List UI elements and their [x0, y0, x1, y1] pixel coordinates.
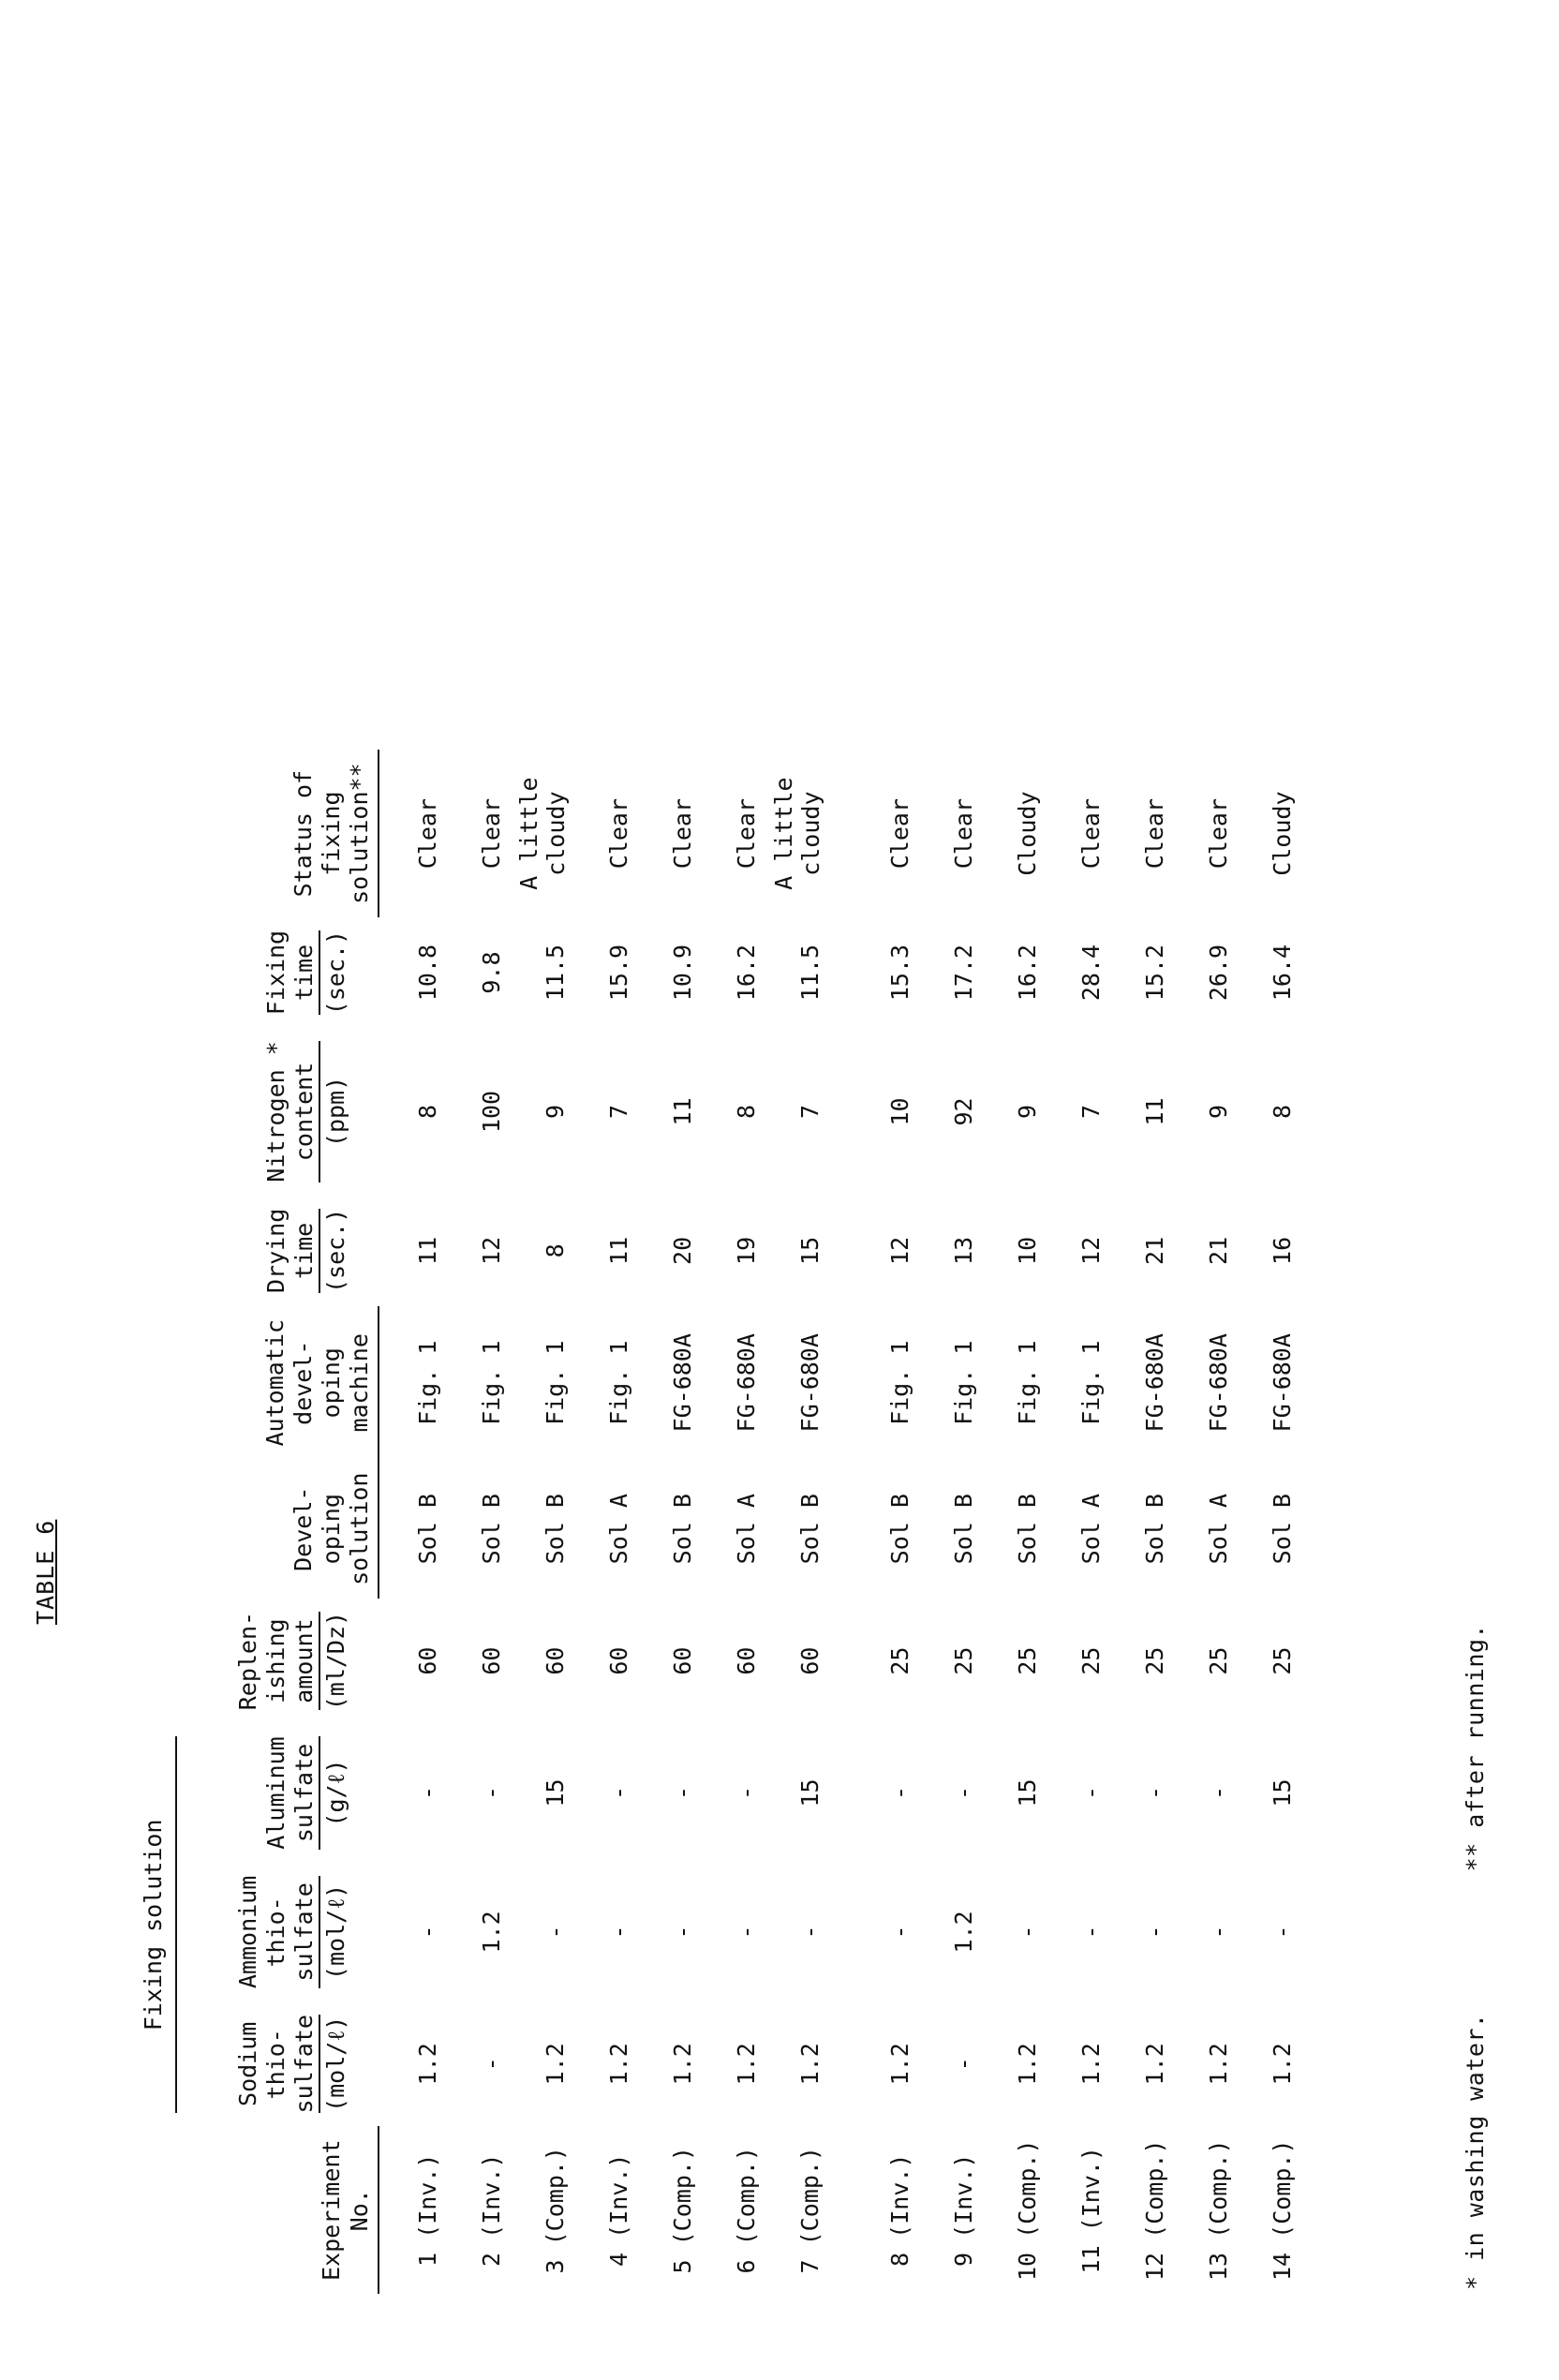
cell-developing: Sol B [1014, 1494, 1041, 1565]
cell-machine: Fig. 1 [886, 1340, 913, 1425]
cell-aluminum_sulf: - [1205, 1785, 1232, 1801]
table-caption-label: TABLE 6 [32, 1519, 59, 1625]
cell-nitrogen: 9 [1205, 1104, 1232, 1119]
cell-ammonium_thio: - [733, 1925, 760, 1940]
table-row [571, 750, 634, 2294]
cell-replenishing: 60 [478, 1646, 505, 1675]
col-header-exp-no [206, 2126, 379, 2294]
cell-nitrogen: 7 [605, 1104, 632, 1119]
cell-sodium_thio: 1.2 [605, 2043, 632, 2086]
cell-status: Clear [605, 798, 632, 870]
cell-replenishing: 25 [1014, 1646, 1041, 1675]
cell-exp_no: 14 (Comp.) [1269, 2139, 1296, 2281]
cell-replenishing: 60 [542, 1646, 569, 1675]
col-header-nitrogen-content-title: Nitrogen * content [261, 1041, 318, 1183]
cell-ammonium_thio: - [605, 1925, 632, 1940]
cell-aluminum_sulf: 15 [1014, 1778, 1041, 1807]
col-header-exp-no-title: Experiment No. [317, 2139, 373, 2281]
data-table [111, 750, 1298, 2294]
group-spacer-developing [111, 1460, 206, 1599]
cell-nitrogen: 8 [733, 1104, 760, 1119]
cell-fixing_time: 28.4 [1077, 944, 1105, 1002]
cell-status: Clear [886, 798, 913, 870]
table-row [762, 750, 825, 2294]
cell-replenishing: 25 [950, 1646, 977, 1675]
table-row [698, 750, 762, 2294]
table-row [1043, 750, 1106, 2294]
cell-status: Cloudy [1269, 791, 1296, 876]
col-header-ammonium-thiosulfate-unit: (mol/ℓ) [319, 1876, 350, 1988]
col-header-aluminum-sulfate-title: Aluminum sulfate [261, 1736, 318, 1850]
cell-developing: Sol B [414, 1494, 441, 1565]
cell-sodium_thio: 1.2 [1141, 2043, 1168, 2086]
cell-fixing_time: 15.9 [605, 944, 632, 1002]
group-spacer-fixing-time [111, 917, 206, 1028]
cell-replenishing: 25 [1077, 1646, 1105, 1675]
group-header-fixing-solution-label: Fixing solution [139, 1819, 167, 2031]
cell-nitrogen: 11 [669, 1097, 696, 1126]
cell-status: Clear [1077, 798, 1105, 870]
cell-ammonium_thio: - [796, 1925, 824, 1940]
cell-sodium_thio: 1.2 [886, 2043, 913, 2086]
table-row [379, 750, 443, 2294]
cell-drying_time: 12 [478, 1236, 505, 1265]
cell-sodium_thio: - [950, 2057, 977, 2072]
cell-nitrogen: 8 [414, 1104, 441, 1119]
col-header-replenishing-amount-title: Replen- ishing amount [233, 1611, 318, 1711]
group-spacer-exp [111, 2126, 206, 2294]
cell-developing: Sol A [605, 1494, 632, 1565]
cell-status: Clear [414, 798, 441, 870]
cell-drying_time: 19 [733, 1236, 760, 1265]
table-row [1170, 750, 1234, 2294]
cell-drying_time: 8 [542, 1243, 569, 1258]
table-row [825, 750, 915, 2294]
cell-nitrogen: 9 [542, 1104, 569, 1119]
cell-replenishing: 25 [1205, 1646, 1232, 1675]
cell-exp_no: 12 (Comp.) [1141, 2139, 1168, 2281]
cell-status: Clear [478, 798, 505, 870]
col-header-sodium-thiosulfate-unit: (mol/ℓ) [319, 2015, 350, 2113]
cell-machine: FG-680A [1205, 1333, 1232, 1433]
cell-exp_no: 10 (Comp.) [1014, 2139, 1041, 2281]
col-header-status-of-fixing-solution-title: Status of fixing solution** [289, 763, 373, 904]
cell-sodium_thio: 1.2 [1269, 2043, 1296, 2086]
col-header-ammonium-thiosulfate [206, 1863, 379, 2001]
col-header-fixing-time-unit: (sec.) [319, 930, 350, 1015]
cell-exp_no: 3 (Comp.) [542, 2147, 569, 2274]
cell-exp_no: 11 (Inv.) [1077, 2147, 1105, 2274]
cell-aluminum_sulf: - [669, 1785, 696, 1801]
footnote-single-asterisk: * in washing water. [1462, 2013, 1489, 2290]
cell-drying_time: 12 [886, 1236, 913, 1265]
col-header-aluminum-sulfate-unit: (g/ℓ) [319, 1736, 350, 1849]
cell-aluminum_sulf: - [886, 1785, 913, 1801]
cell-aluminum_sulf: - [733, 1785, 760, 1801]
col-header-nitrogen-content [206, 1028, 379, 1196]
cell-machine: Fig. 1 [478, 1340, 505, 1425]
cell-fixing_time: 15.3 [886, 944, 913, 1002]
col-header-nitrogen-content-unit: (ppm) [319, 1041, 350, 1183]
cell-aluminum_sulf: - [1077, 1785, 1105, 1801]
col-header-status-of-fixing-solution [206, 750, 379, 917]
cell-aluminum_sulf: - [414, 1785, 441, 1801]
cell-fixing_time: 17.2 [950, 944, 977, 1002]
cell-aluminum_sulf: - [1141, 1785, 1168, 1801]
cell-developing: Sol B [478, 1494, 505, 1565]
cell-nitrogen: 7 [1077, 1104, 1105, 1119]
cell-ammonium_thio: - [1141, 1925, 1168, 1940]
cell-fixing_time: 15.2 [1141, 944, 1168, 1002]
cell-sodium_thio: 1.2 [414, 2043, 441, 2086]
cell-replenishing: 25 [1141, 1646, 1168, 1675]
cell-developing: Sol B [886, 1494, 913, 1565]
cell-nitrogen: 9 [1014, 1104, 1041, 1119]
table-row [979, 750, 1043, 2294]
cell-replenishing: 60 [669, 1646, 696, 1675]
table-row [443, 750, 507, 2294]
cell-replenishing: 60 [414, 1646, 441, 1675]
cell-nitrogen: 100 [478, 1090, 505, 1134]
table-body [379, 750, 1298, 2294]
cell-aluminum_sulf: - [478, 1785, 505, 1801]
cell-ammonium_thio: - [1014, 1925, 1041, 1940]
cell-nitrogen: 7 [796, 1104, 824, 1119]
table-head [111, 750, 379, 2294]
table-row [915, 750, 979, 2294]
cell-machine: FG-680A [796, 1333, 824, 1433]
cell-fixing_time: 16.2 [1014, 944, 1041, 1002]
cell-developing: Sol B [1269, 1494, 1296, 1565]
group-spacer-machine [111, 1306, 206, 1459]
table-header-row [206, 750, 379, 2294]
table-caption [32, 1520, 59, 1625]
cell-developing: Sol B [1141, 1494, 1168, 1565]
cell-ammonium_thio: - [669, 1925, 696, 1940]
cell-replenishing: 25 [886, 1646, 913, 1675]
cell-status: Cloudy [1014, 791, 1041, 876]
col-header-replenishing-amount [206, 1599, 379, 1723]
cell-fixing_time: 9.8 [478, 951, 505, 994]
cell-aluminum_sulf: 15 [542, 1778, 569, 1807]
cell-status: Clear [950, 798, 977, 870]
cell-drying_time: 13 [950, 1236, 977, 1265]
cell-machine: Fig. 1 [950, 1340, 977, 1425]
col-header-drying-time-title: Drying time [261, 1208, 318, 1294]
footnotes [1462, 1624, 1489, 2290]
cell-sodium_thio: 1.2 [1205, 2043, 1232, 2086]
cell-status: Clear [1141, 798, 1168, 870]
cell-fixing_time: 16.4 [1269, 944, 1296, 1002]
cell-exp_no: 6 (Comp.) [733, 2147, 760, 2274]
cell-machine: Fig. 1 [605, 1340, 632, 1425]
cell-exp_no: 5 (Comp.) [669, 2147, 696, 2274]
col-header-automatic-developing-machine-title: Automatic devel- oping machine [260, 1319, 373, 1447]
col-header-developing-solution-title: Devel- oping solution [289, 1472, 373, 1585]
cell-fixing_time: 26.9 [1205, 944, 1232, 1002]
table-row [507, 750, 571, 2294]
cell-developing: Sol A [733, 1494, 760, 1565]
cell-developing: Sol B [669, 1494, 696, 1565]
table-row [1234, 750, 1298, 2294]
cell-status: Clear [1205, 798, 1232, 870]
cell-ammonium_thio: 1.2 [478, 1911, 505, 1954]
col-header-sodium-thiosulfate [206, 2001, 379, 2126]
cell-machine: FG-680A [1141, 1333, 1168, 1433]
cell-nitrogen: 11 [1141, 1097, 1168, 1126]
cell-ammonium_thio: - [1077, 1925, 1105, 1940]
group-spacer-nitrogen [111, 1028, 206, 1196]
group-spacer-status [111, 750, 206, 917]
cell-nitrogen: 8 [1269, 1104, 1296, 1119]
cell-sodium_thio: 1.2 [1014, 2043, 1041, 2086]
cell-drying_time: 11 [605, 1236, 632, 1265]
cell-machine: Fig. 1 [414, 1340, 441, 1425]
table-row [634, 750, 698, 2294]
cell-fixing_time: 10.9 [669, 944, 696, 1002]
cell-sodium_thio: 1.2 [733, 2043, 760, 2086]
col-header-replenishing-amount-unit: (ml/Dz) [319, 1612, 350, 1710]
cell-exp_no: 7 (Comp.) [796, 2147, 824, 2274]
cell-sodium_thio: 1.2 [669, 2043, 696, 2086]
group-spacer-replenishing [111, 1599, 206, 1723]
table-group-header-row [111, 750, 206, 2294]
cell-ammonium_thio: 1.2 [950, 1911, 977, 1954]
cell-developing: Sol A [1205, 1494, 1232, 1565]
cell-machine: Fig. 1 [1077, 1340, 1105, 1425]
col-header-ammonium-thiosulfate-title: Ammonium thio- sulfate [233, 1875, 318, 1989]
cell-drying_time: 12 [1077, 1236, 1105, 1265]
cell-ammonium_thio: - [886, 1925, 913, 1940]
cell-nitrogen: 10 [886, 1097, 913, 1126]
cell-exp_no: 1 (Inv.) [414, 2153, 441, 2267]
cell-status: Clear [733, 798, 760, 870]
col-header-drying-time [206, 1196, 379, 1306]
cell-developing: Sol A [1077, 1494, 1105, 1565]
group-spacer-drying [111, 1196, 206, 1306]
cell-aluminum_sulf: - [605, 1785, 632, 1801]
cell-machine: Fig. 1 [1014, 1340, 1041, 1425]
cell-developing: Sol B [542, 1494, 569, 1565]
group-header-rule [170, 1736, 177, 2113]
col-header-fixing-time-title: Fixing time [261, 930, 318, 1016]
cell-ammonium_thio: - [542, 1925, 569, 1940]
cell-ammonium_thio: - [414, 1925, 441, 1940]
cell-replenishing: 60 [733, 1646, 760, 1675]
cell-drying_time: 21 [1205, 1236, 1232, 1265]
cell-developing: Sol B [796, 1494, 824, 1565]
cell-drying_time: 10 [1014, 1236, 1041, 1265]
cell-aluminum_sulf: 15 [1269, 1778, 1296, 1807]
cell-developing: Sol B [950, 1494, 977, 1565]
cell-replenishing: 25 [1269, 1646, 1296, 1675]
cell-status: A little cloudy [770, 777, 824, 890]
cell-exp_no: 9 (Inv.) [950, 2153, 977, 2267]
col-header-sodium-thiosulfate-title: Sodium thio- sulfate [233, 2015, 318, 2114]
cell-fixing_time: 16.2 [733, 944, 760, 1002]
cell-machine: Fig. 1 [542, 1340, 569, 1425]
cell-machine: FG-680A [669, 1333, 696, 1433]
cell-machine: FG-680A [1269, 1333, 1296, 1433]
cell-drying_time: 11 [414, 1236, 441, 1265]
cell-fixing_time: 11.5 [542, 944, 569, 1002]
col-header-fixing-time [206, 917, 379, 1028]
cell-replenishing: 60 [796, 1646, 824, 1675]
cell-exp_no: 2 (Inv.) [478, 2153, 505, 2267]
cell-sodium_thio: 1.2 [542, 2043, 569, 2086]
cell-sodium_thio: - [478, 2057, 505, 2072]
col-header-automatic-developing-machine [206, 1306, 379, 1459]
cell-status: Clear [669, 798, 696, 870]
footnote-double-asterisk: ** after running. [1462, 1624, 1489, 1872]
cell-replenishing: 60 [605, 1646, 632, 1675]
cell-aluminum_sulf: 15 [796, 1778, 824, 1807]
cell-sodium_thio: 1.2 [796, 2043, 824, 2086]
cell-machine: FG-680A [733, 1333, 760, 1433]
cell-fixing_time: 11.5 [796, 944, 824, 1002]
cell-exp_no: 13 (Comp.) [1205, 2139, 1232, 2281]
cell-drying_time: 21 [1141, 1236, 1168, 1265]
group-header-fixing-solution [111, 1723, 206, 2126]
cell-exp_no: 8 (Inv.) [886, 2153, 913, 2267]
cell-drying_time: 15 [796, 1236, 824, 1265]
cell-ammonium_thio: - [1269, 1925, 1296, 1940]
cell-fixing_time: 10.8 [414, 944, 441, 1002]
col-header-drying-time-unit: (sec.) [319, 1209, 350, 1293]
cell-ammonium_thio: - [1205, 1925, 1232, 1940]
cell-nitrogen: 92 [950, 1097, 977, 1126]
cell-drying_time: 16 [1269, 1236, 1296, 1265]
cell-exp_no: 4 (Inv.) [605, 2153, 632, 2267]
cell-drying_time: 20 [669, 1236, 696, 1265]
table-row [1106, 750, 1170, 2294]
cell-sodium_thio: 1.2 [1077, 2043, 1105, 2086]
col-header-aluminum-sulfate [206, 1723, 379, 1862]
col-header-developing-solution [206, 1460, 379, 1599]
cell-aluminum_sulf: - [950, 1785, 977, 1801]
cell-status: A little cloudy [515, 777, 570, 890]
